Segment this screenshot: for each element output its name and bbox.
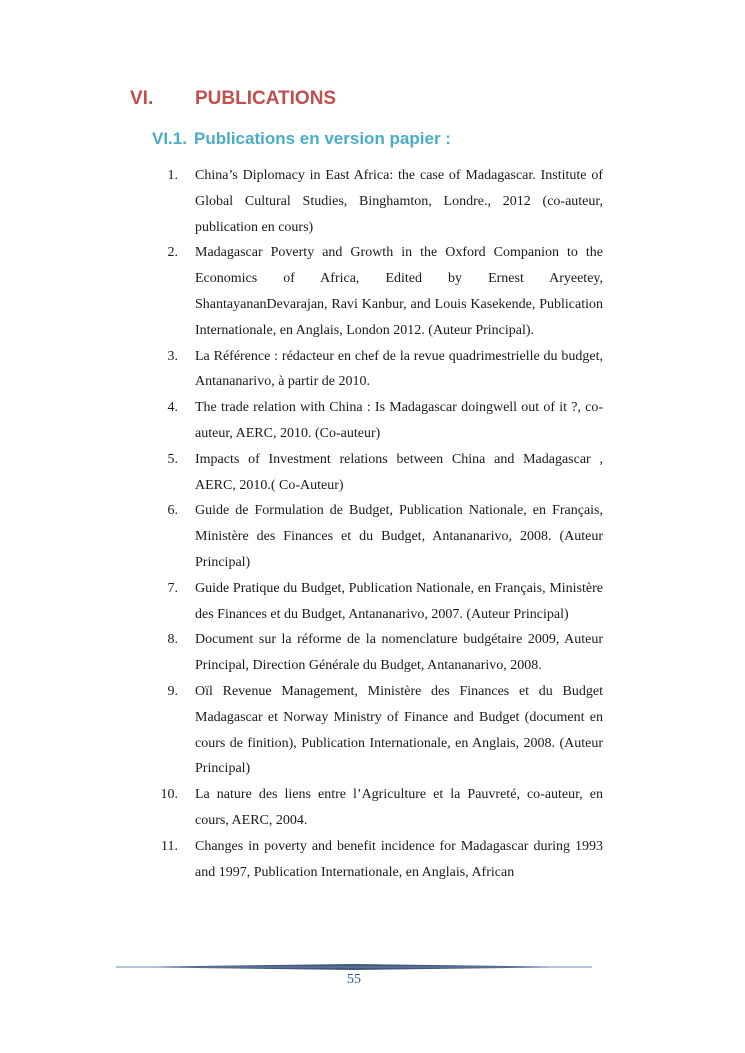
publication-item <box>160 395 603 447</box>
publication-item <box>160 447 603 499</box>
publication-list <box>160 163 603 885</box>
publication-item <box>160 498 603 575</box>
publication-number: 4. <box>167 400 178 416</box>
footer-divider <box>116 962 592 972</box>
publication-number: 7. <box>167 580 178 596</box>
publication-item <box>160 240 603 343</box>
publication-text: Oïl Revenue Management, Ministère des Finances et du Budget Madagascar et Norway Ministry of Finance and Budget (document en cours de finition), Publication Internationale, en Anglais, 2008. (Auteur Principal) <box>195 683 603 777</box>
publication-number: 11. <box>161 838 178 854</box>
publication-text: Document sur la réforme de la nomenclature budgétaire 2009, Auteur Principal, Direction Générale du Budget, Antananarivo, 2008. <box>195 632 603 674</box>
publication-number: 1. <box>167 168 178 183</box>
publication-item <box>160 576 603 628</box>
publication-number: 9. <box>167 683 178 699</box>
subsection-title: Publications en version papier : <box>194 129 451 148</box>
publication-item <box>160 782 603 834</box>
publication-text: Changes in poverty and benefit incidence for Madagascar during 1993 and 1997, Publication Internationale, en Anglais, African <box>195 838 603 880</box>
publication-number: 10. <box>160 787 178 803</box>
publication-text: Guide de Formulation de Budget, Publication Nationale, en Français, Ministère des Finances et du Budget, Antananarivo, 2008. (Auteur Principal) <box>195 503 603 570</box>
publication-number: 3. <box>167 348 178 364</box>
page-number: 55 <box>347 972 361 987</box>
publication-text: La nature des liens entre l’Agriculture et la Pauvreté, co-auteur, en cours, AERC, 2004. <box>195 787 603 828</box>
publication-number: 6. <box>167 503 178 519</box>
publication-item <box>160 344 603 396</box>
publication-text: Madagascar Poverty and Growth in the Oxford Companion to the Economics of Africa, Edited by Ernest Aryeetey, ShantayananDevarajan, Ravi Kanbur, and Louis Kasekende, Publication Internationale, en Anglais, London 2012. (Auteur Principal). <box>195 245 603 338</box>
publication-item <box>160 834 603 886</box>
section-heading <box>130 88 336 110</box>
publication-text: Guide Pratique du Budget, Publication Nationale, en Français, Ministère des Finances et du Budget, Antananarivo, 2007. (Auteur Principal) <box>195 580 603 622</box>
publication-text: The trade relation with China : Is Madagascar doingwell out of it ?, co-auteur, AERC, 2010. (Co-auteur) <box>195 400 603 441</box>
publication-number: 8. <box>167 632 178 648</box>
publication-text: China’s Diplomacy in East Africa: the case of Madagascar. Institute of Global Cultural Studies, Binghamton, Londre., 2012 (co-auteur, publication en cours) <box>195 168 603 235</box>
publication-text: La Référence : rédacteur en chef de la revue quadrimestrielle du budget, Antananarivo, à partir de 2010. <box>195 348 603 390</box>
publication-number: 5. <box>167 451 178 467</box>
publication-item <box>160 627 603 679</box>
publication-number: 2. <box>167 245 178 261</box>
section-number: VI. <box>130 88 154 109</box>
section-title: PUBLICATIONS <box>195 88 337 109</box>
publication-text: Impacts of Investment relations between China and Madagascar , AERC, 2010.( Co-Auteur) <box>195 451 603 493</box>
publication-item <box>160 679 603 782</box>
publication-item <box>160 163 603 240</box>
subsection-heading <box>152 129 451 149</box>
subsection-number: VI.1. <box>152 129 187 148</box>
